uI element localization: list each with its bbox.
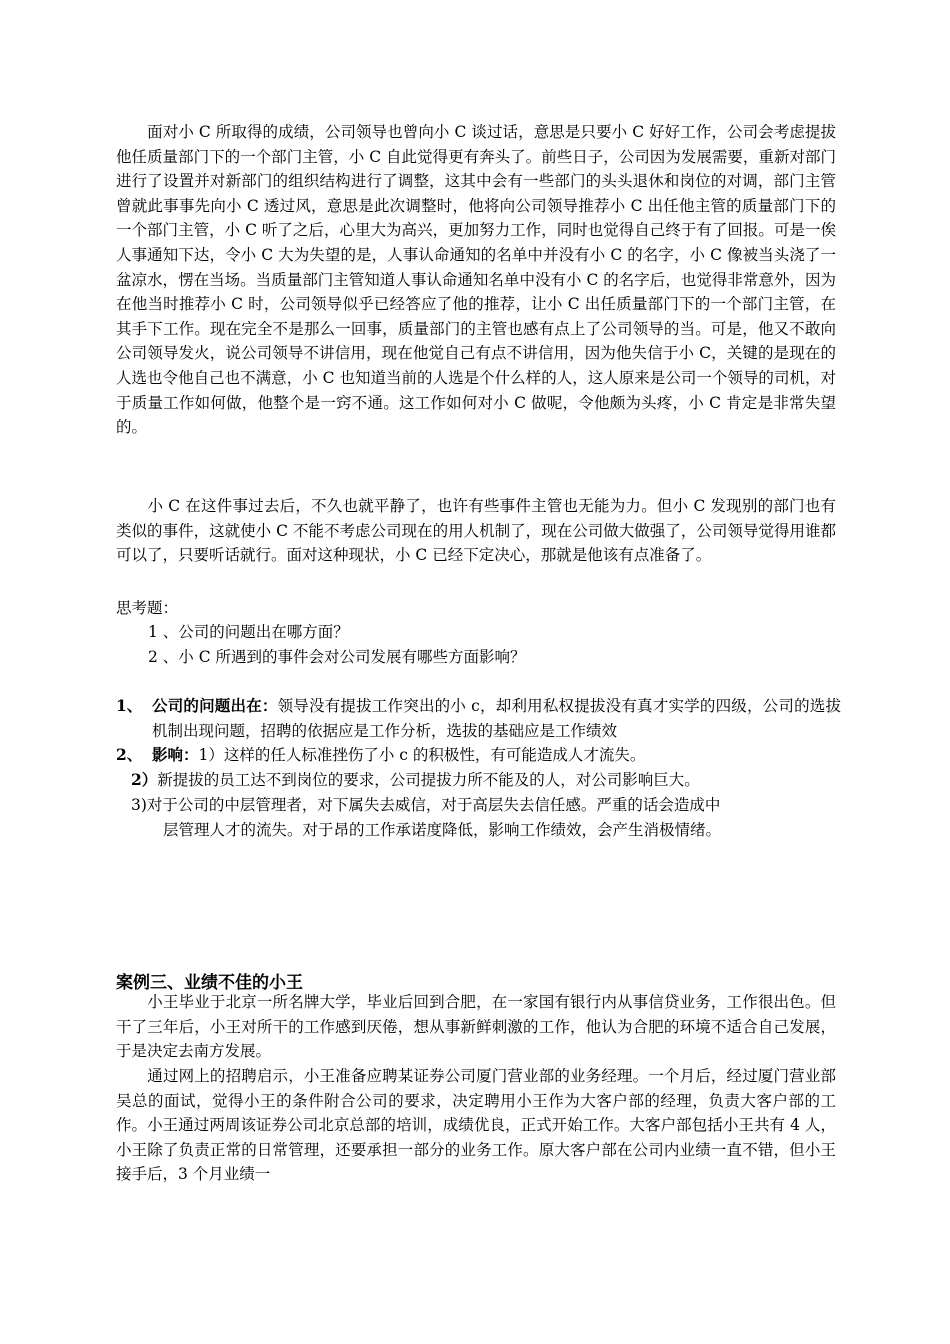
answer-2-body <box>152 743 841 768</box>
answer-1 <box>116 694 841 743</box>
answer-1-number: 1、 <box>116 696 143 715</box>
answer-1-text: 领导没有提拔工作突出的小 c，却利用私权提拔没有真才实学的四级，公司的选拔机制出现问题，招聘的依据应是工作分析，选拔的基础应是工作绩效 <box>152 697 841 740</box>
case2-paragraph-1: 面对小 C 所取得的成绩，公司领导也曾向小 C 谈过话，意思是只要小 C 好好工作，公司会考虑提拔他任质量部门下的一个部门主管，小 C 自此觉得更有奔头了。前些日子，公司因为发展需要，重新对部门进行了设置并对新部门的组织结构进行了调整，这其中会有一些部门的头头退休和岗位的对调，部门主管曾就此事事先向小 C 透过风，意思是此次调整时，他将向公司领导推荐小 C 出任他主管的质量部门下的一个部门主管，小 C 听了之后，心里大为高兴，更加努力工作，同时也觉得自己终于有了回报。可是一俟人事通知下达，令小 C 大为失望的是，人事认命通知的名单中并没有小 C 的名字，小 C 像被当头浇了一盆凉水，愣在当场。当质量部门主管知道人事认命通知名单中没有小 C 的名字后，也觉得非常意外，因为在他当时推荐小 C 时，公司领导似乎已经答应了他的推荐，让小 C 出任质量部门下的一个部门主管，在其手下工作。现在完全不是那么一回事，质量部门的主管也感有点上了公司领导的当。可是，他又不敢向公司领导发火，说公司领导不讲信用，现在他觉自己有点不讲信用，因为他失信于小 C，关键的是现在的人选也令他自己也不满意，小 C 也知道当前的人选是个什么样的人，这人原来是公司一个领导的司机，对于质量工作如何做，他整个是一窍不通。这工作如何对小 C 做呢，令他颇为头疼，小 C 肯定是非常失望的。 <box>116 123 836 437</box>
answer-2-lead: 影响： <box>152 745 199 764</box>
answer-2-text: 1）这样的任人标准挫伤了小 c 的积极性，有可能造成人才流失。 <box>198 746 646 764</box>
answer-2-point-2-number: 2） <box>131 770 158 789</box>
answer-2-point-2-text: 新提拔的员工达不到岗位的要求，公司提拔力所不能及的人，对公司影响巨大。 <box>157 771 700 789</box>
answer-2-point-2 <box>131 768 700 792</box>
answer-1-body <box>152 694 841 743</box>
questions-label: 思考题： <box>116 599 179 617</box>
question-2: 2 、小 C 所遇到的事件会对公司发展有哪些方面影响？ <box>148 648 526 666</box>
answer-2-point-3-line-1: 3)对于公司的中层管理者，对下属失去威信，对于高层失去信任感。严重的话会造成中 <box>131 796 721 814</box>
answer-2-number: 2、 <box>116 745 143 764</box>
answer-1-lead: 公司的问题出在： <box>152 696 278 715</box>
case3-paragraph-2: 通过网上的招聘启示，小王准备应聘某证券公司厦门营业部的业务经理。一个月后，经过厦门营业部吴总的面试，觉得小王的条件附合公司的要求，决定聘用小王作为大客户部的经理，负责大客户部的工作。小王通过两周该证券公司北京总部的培训，成绩优良，正式开始工作。大客户部包括小王共有 4 人，小王除了负责正常的日常管理，还要承担一部分的业务工作。原大客户部在公司内业绩一直不错，但小王接手后，3 个月业绩一 <box>116 1067 836 1184</box>
answer-2 <box>116 743 841 768</box>
answer-2-point-3-line-2: 层管理人才的流失。对于昂的工作承诺度降低，影响工作绩效，会产生消极情绪。 <box>163 821 722 839</box>
question-1: 1 、公司的问题出在哪方面？ <box>148 623 349 641</box>
case2-paragraph-2: 小 C 在这件事过去后，不久也就平静了，也许有些事件主管也无能为力。但小 C 发现别的部门也有类似的事件，这就使小 C 不能不考虑公司现在的用人机制了，现在公司做大做强了，公司领导觉得用谁都可以了，只要听话就行。面对这种现状，小 C 已经下定决心，那就是他该有点准备了。 <box>116 497 836 565</box>
case3-paragraph-1: 小王毕业于北京一所名牌大学，毕业后回到合肥，在一家国有银行内从事信贷业务，工作很出色。但干了三年后，小王对所干的工作感到厌倦，想从事新鲜刺激的工作，他认为合肥的环境不适合自己发展，于是决定去南方发展。 <box>116 993 836 1061</box>
case3-heading: 案例三、业绩不佳的小王 <box>116 973 303 993</box>
